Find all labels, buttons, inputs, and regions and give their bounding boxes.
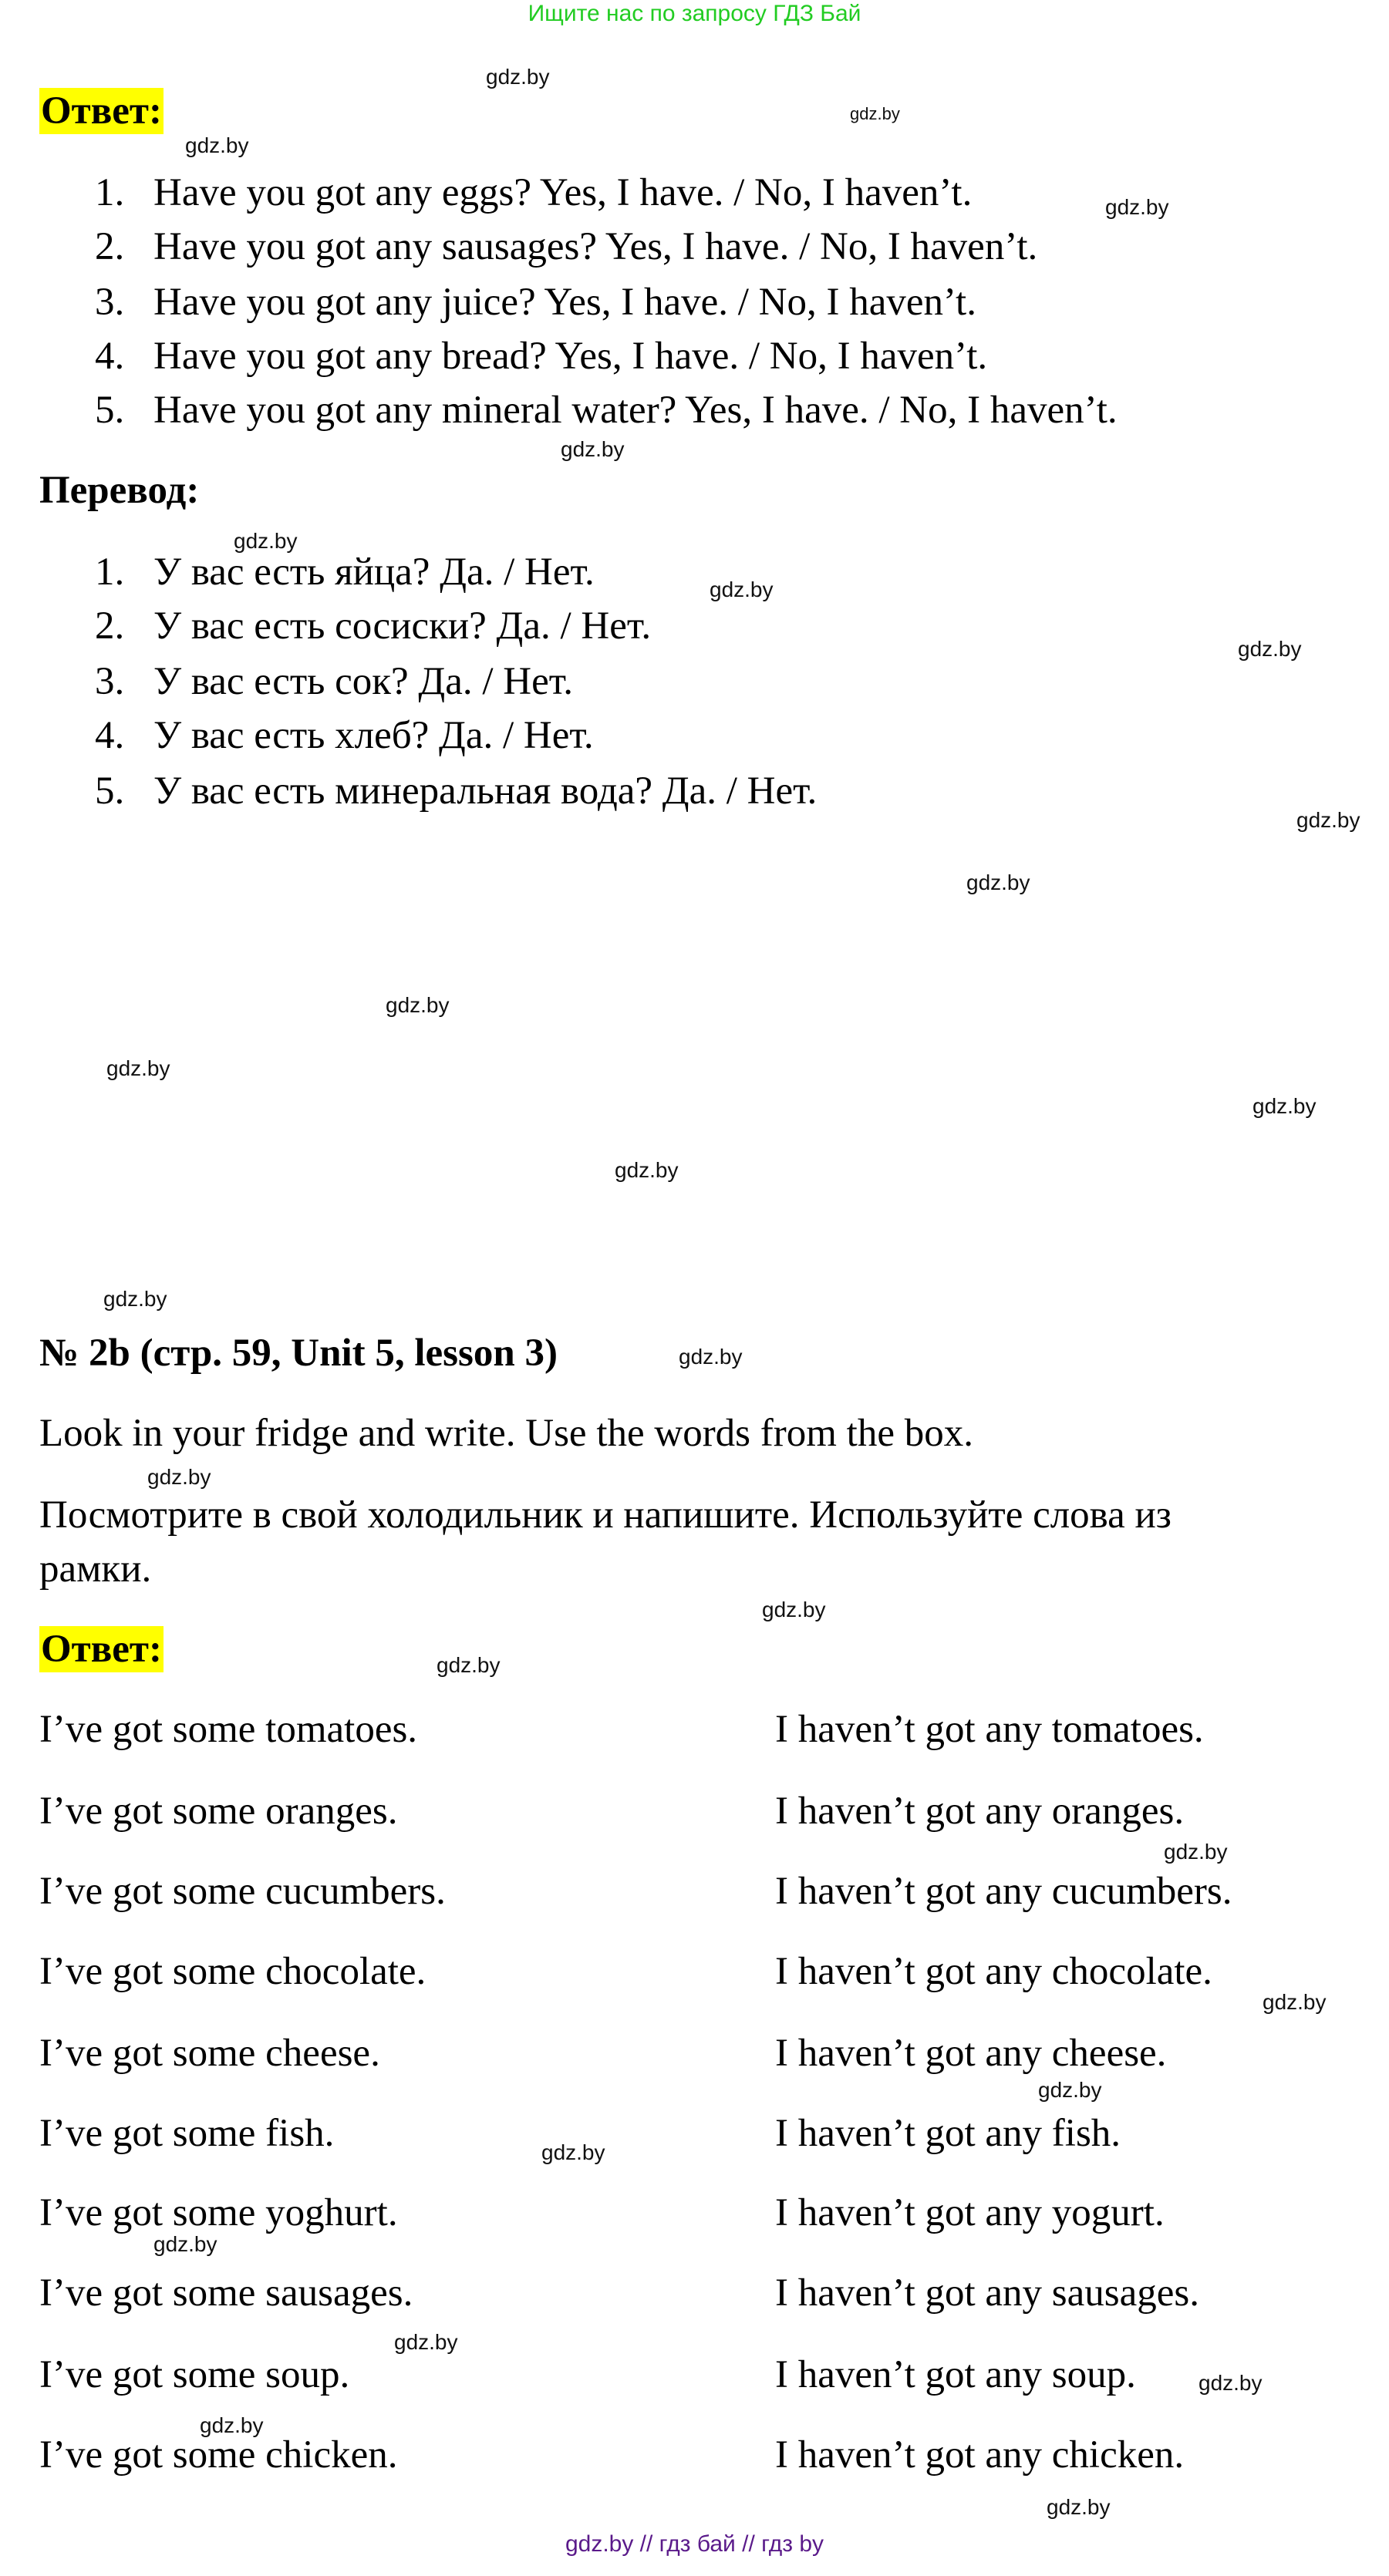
- watermark: gdz.by: [386, 993, 450, 1017]
- watermark: gdz.by: [394, 2330, 458, 2354]
- list-number: 5.: [95, 769, 125, 813]
- watermark: gdz.by: [486, 65, 550, 89]
- list-text: Have you got any sausages? Yes, I have. / No, I haven’t.: [153, 225, 1038, 268]
- list-number: 2.: [95, 225, 125, 268]
- sentence-some: I’ve got some chicken.: [39, 2433, 398, 2477]
- task-heading: № 2b (стр. 59, Unit 5, lesson 3): [39, 1332, 558, 1375]
- translation-item: [95, 549, 595, 595]
- sentence-some: I’ve got some yoghurt.: [39, 2191, 398, 2234]
- watermark: gdz.by: [1164, 1840, 1228, 1864]
- list-text: Have you got any mineral water? Yes, I have. / No, I haven’t.: [153, 389, 1118, 432]
- list-number: 5.: [95, 389, 125, 432]
- watermark: gdz.by: [1238, 637, 1302, 661]
- watermark: gdz.by: [541, 2140, 605, 2164]
- sentence-any: I haven’t got any chocolate.: [775, 1950, 1212, 1993]
- list-text: У вас есть хлеб? Да. / Нет.: [153, 714, 594, 757]
- sentence-any: I haven’t got any cheese.: [775, 2032, 1167, 2075]
- sentence-some: I’ve got some chocolate.: [39, 1950, 426, 1993]
- list-text: У вас есть яйца? Да. / Нет.: [153, 551, 595, 594]
- footer-links[interactable]: gdz.by // гдз бай // гдз by: [565, 2531, 824, 2557]
- sentence-some: I’ve got some soup.: [39, 2353, 350, 2396]
- list-text: У вас есть минеральная вода? Да. / Нет.: [153, 769, 818, 813]
- translation-item: [95, 658, 573, 705]
- translation-item: [95, 712, 594, 759]
- answer-item: [95, 333, 987, 379]
- sentence-any: I haven’t got any cucumbers.: [775, 1870, 1232, 1913]
- watermark: gdz.by: [103, 1287, 167, 1311]
- watermark: gdz.by: [1296, 808, 1360, 832]
- instruction-ru-cont: рамки.: [39, 1547, 152, 1591]
- watermark: gdz.by: [147, 1465, 211, 1489]
- watermark: gdz.by: [679, 1345, 743, 1369]
- watermark: gdz.by: [1263, 1990, 1327, 2014]
- translation-label: Перевод:: [39, 469, 200, 512]
- watermark: gdz.by: [153, 2232, 217, 2256]
- translation-item: [95, 603, 651, 649]
- sentence-some: I’ve got some cucumbers.: [39, 1870, 446, 1913]
- list-number: 4.: [95, 335, 125, 378]
- sentence-some: I’ve got some sausages.: [39, 2271, 413, 2315]
- sentence-any: I haven’t got any oranges.: [775, 1790, 1185, 1833]
- watermark: gdz.by: [1105, 195, 1169, 219]
- sentence-any: I haven’t got any sausages.: [775, 2271, 1199, 2315]
- watermark: gdz.by: [234, 529, 298, 553]
- translation-item: [95, 768, 817, 814]
- answer-item: [95, 170, 972, 216]
- answer-label: Ответ:: [41, 89, 162, 133]
- instruction-ru: Посмотрите в свой холодильник и напишите. Используйте слова из: [39, 1493, 1172, 1537]
- list-text: У вас есть сок? Да. / Нет.: [153, 660, 573, 703]
- sentence-some: I’ve got some tomatoes.: [39, 1708, 418, 1751]
- sentence-some: I’ve got some oranges.: [39, 1790, 398, 1833]
- list-text: Have you got any eggs? Yes, I have. / No, I haven’t.: [153, 171, 973, 214]
- answer-item: [95, 279, 976, 325]
- list-text: У вас есть сосиски? Да. / Нет.: [153, 604, 652, 648]
- list-text: Have you got any bread? Yes, I have. / No, I haven’t.: [153, 335, 988, 378]
- answer-item: [95, 387, 1118, 433]
- sentence-some: I’ve got some cheese.: [39, 2032, 380, 2075]
- top-banner[interactable]: Ищите нас по запросу ГДЗ Бай: [528, 1, 861, 26]
- watermark: gdz.by: [966, 870, 1030, 894]
- watermark: gdz.by: [1252, 1094, 1317, 1118]
- sentence-any: I haven’t got any fish.: [775, 2112, 1121, 2155]
- watermark: gdz.by: [561, 437, 625, 461]
- watermark: gdz.by: [1038, 2078, 1102, 2102]
- watermark: gdz.by: [850, 104, 900, 123]
- list-number: 3.: [95, 281, 125, 324]
- list-number: 1.: [95, 551, 125, 594]
- list-number: 1.: [95, 171, 125, 214]
- watermark: gdz.by: [1047, 2495, 1111, 2519]
- watermark: gdz.by: [710, 577, 774, 601]
- sentence-some: I’ve got some fish.: [39, 2112, 335, 2155]
- watermark: gdz.by: [762, 1598, 826, 1621]
- watermark: gdz.by: [1199, 2371, 1263, 2395]
- watermark: gdz.by: [437, 1653, 501, 1677]
- watermark: gdz.by: [185, 133, 249, 157]
- list-number: 4.: [95, 714, 125, 757]
- sentence-any: I haven’t got any soup.: [775, 2353, 1136, 2396]
- watermark: gdz.by: [615, 1158, 679, 1182]
- answer-item: [95, 224, 1037, 270]
- list-number: 3.: [95, 660, 125, 703]
- watermark: gdz.by: [106, 1056, 170, 1080]
- instruction-en: Look in your fridge and write. Use the words from the box.: [39, 1412, 973, 1455]
- list-number: 2.: [95, 604, 125, 648]
- watermark: gdz.by: [200, 2413, 264, 2437]
- answer-label-2: Ответ:: [41, 1628, 162, 1671]
- sentence-any: I haven’t got any yogurt.: [775, 2191, 1165, 2234]
- sentence-any: I haven’t got any tomatoes.: [775, 1708, 1204, 1751]
- list-text: Have you got any juice? Yes, I have. / No, I haven’t.: [153, 281, 976, 324]
- sentence-any: I haven’t got any chicken.: [775, 2433, 1185, 2477]
